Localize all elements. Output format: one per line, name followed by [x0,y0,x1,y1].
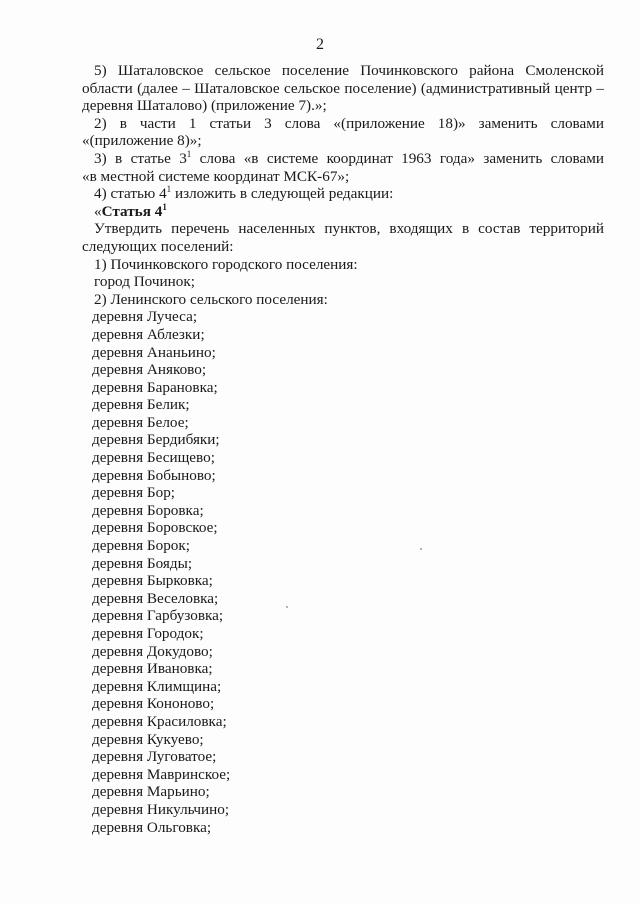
paragraph-4-superscript: 1 [166,184,172,195]
paragraph-3-text-b: слова «в системе координат 1963 года» заменить словами [191,149,604,167]
article-heading [82,203,604,221]
list-item: деревня Докудово; [92,642,213,660]
scan-speck [420,548,422,550]
list-item: деревня Барановка; [92,378,218,396]
article-quote: « [94,202,102,220]
list-item: деревня Боровка; [92,501,204,519]
intro-line-1: Утвердить перечень населенных пунктов, входящих в состав территорий [94,220,604,238]
section-1-title: 1) Починковского городского поселения: [94,255,358,273]
list-item: деревня Красиловка; [92,712,227,730]
section-2-title: 2) Ленинского сельского поселения: [94,290,328,308]
list-item: деревня Боровское; [92,519,218,537]
paragraph-3-line-1 [82,150,604,168]
paragraph-3-text-a: 3) в статье 3 [94,149,187,167]
list-item: деревня Белик; [92,396,190,414]
page-number: 2 [316,36,324,53]
list-item: деревня Бор; [92,484,176,502]
list-item: деревня Ивановка; [92,660,213,678]
list-item: деревня Аблезки; [92,325,205,343]
paragraph-3-superscript: 1 [186,148,192,159]
paragraph-2-line-1: 2) в части 1 статьи 3 слова «(приложение 18)» заменить словами [94,114,604,132]
list-item: деревня Лучеса; [92,308,198,326]
paragraph-5-line-2: области (далее – Шаталовское сельское поселение) (административный центр – [82,79,604,97]
list-item: деревня Климщина; [92,677,222,695]
list-item: деревня Городок; [92,625,204,642]
list-item: деревня Бырковка; [92,572,213,590]
list-item: деревня Бердибяки; [92,431,220,449]
list-item: деревня Веселовка; [92,589,219,607]
village-list [82,308,604,836]
list-item: деревня Луговатое; [92,748,217,766]
list-item: деревня Гарбузовка; [92,607,224,625]
list-item: деревня Кононово; [92,695,215,713]
document-body [82,62,604,836]
scan-speck [286,606,288,608]
section-1-item: город Починок; [94,273,195,291]
list-item: деревня Бояды; [92,554,193,572]
list-item: деревня Бесищево; [92,449,215,467]
paragraph-4 [82,185,604,203]
list-item: деревня Ананьино; [92,343,216,361]
list-item: деревня Кукуево; [92,730,204,748]
paragraph-5-line-1: 5) Шаталовское сельское поселение Починковского района Смоленской [94,62,604,79]
list-item: деревня Мавринское; [92,765,231,783]
article-superscript: 1 [162,201,167,212]
list-item: деревня Никульчино; [92,800,230,818]
paragraph-3-line-2: «в местной системе координат МСК-67»; [82,167,350,185]
intro-line-2: следующих поселений: [82,237,234,255]
list-item: деревня Белое; [92,413,189,431]
list-item: деревня Аняково; [92,361,207,379]
list-item: деревня Бобыново; [92,466,216,484]
article-title: Статья 4 [101,202,163,220]
paragraph-2-line-2: «(приложение 8)»; [82,132,202,150]
paragraph-5-line-3: деревня Шаталово) (приложение 7).»; [82,97,327,115]
list-item: деревня Марьино; [92,783,210,801]
paragraph-4-text-a: 4) статью 4 [94,185,167,203]
list-item: деревня Борок; [92,537,190,555]
paragraph-4-text-b: изложить в следующей редакции: [171,185,394,203]
list-item: деревня Ольговка; [92,818,212,836]
